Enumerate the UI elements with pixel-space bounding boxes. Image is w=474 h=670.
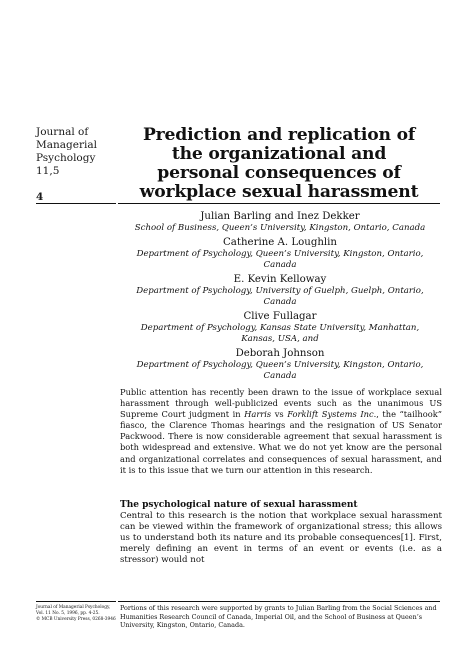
title-line: personal consequences of — [157, 163, 401, 183]
title-line: the organizational and — [171, 144, 387, 164]
footer-divider — [36, 601, 116, 602]
citation-line: Journal of Managerial Psychology, — [36, 605, 111, 610]
abstract-text: Public attention has recently been drawn to the issue of workplace sexual harassment through well-publicized events such as the unanimous US Supreme Court judgment in — [120, 387, 442, 420]
abstract-text: vs — [271, 409, 288, 420]
citation-line: Vol. 11 No. 5, 1996, pp. 4-25. — [36, 610, 100, 616]
section-heading: The psychological nature of sexual harassment — [120, 500, 358, 510]
footer-divider — [118, 601, 440, 602]
author-list — [120, 208, 440, 382]
journal-info — [36, 126, 116, 204]
author-name: Catherine A. Loughlin — [223, 237, 337, 248]
author-name: E. Kevin Kelloway — [233, 274, 327, 285]
case-name: Forklift Systems Inc — [287, 409, 374, 420]
affiliation-line: Department of Psychology, Queen’s University, Kingston, Ontario, — [136, 249, 424, 259]
page-number: 4 — [36, 191, 44, 203]
author-affiliation — [126, 323, 434, 345]
title-line: workplace sexual harassment — [139, 182, 419, 202]
affiliation-line: Kansas, USA, and — [241, 334, 319, 344]
journal-name-line: Psychology — [36, 152, 96, 164]
journal-name-line: Journal of — [36, 126, 89, 138]
abstract-paragraph — [120, 387, 442, 476]
citation-line: © MCB University Press, 0268-3946 — [36, 616, 116, 622]
author-name: Deborah Johnson — [235, 348, 325, 359]
paper-title — [120, 126, 438, 202]
journal-divider — [36, 203, 116, 204]
journal-volume: 11,5 — [36, 165, 60, 177]
title-divider — [118, 203, 440, 204]
affiliation-line: Canada — [263, 260, 297, 270]
affiliation-line: Canada — [263, 371, 297, 381]
case-name: Harris — [244, 409, 272, 420]
funding-note: Portions of this research were supported by grants to Julian Barling from the Social Sciences and Humanities Research Council of Canada, Imperial Oil, and the School of Business at Queen’s University, Kingston, Ontario, Canada. — [120, 604, 437, 630]
affiliation-line: Department of Psychology, University of Guelph, Guelph, Ontario, — [136, 286, 424, 296]
author-name: Clive Fullagar — [243, 311, 317, 322]
abstract-text: ., the “tailhook” fiasco, the Clarence Thomas hearings and the resignation of US Senator Packwood. There is now considerable agreement that sexual harassment is both widespread and extensive. What we do not yet know are the personal and organizational correlates and consequences of sexual harassment, and it is to this issue that we turn our attention in this research. — [120, 409, 442, 475]
author-affiliation — [126, 360, 434, 382]
author-affiliation — [126, 223, 434, 234]
title-line: Prediction and replication of — [142, 125, 416, 145]
affiliation-line: Canada — [263, 297, 297, 307]
body-paragraph: Central to this research is the notion that workplace sexual harassment can be viewed within the framework of organizational stress; this allows us to understand both its nature and its probable consequences[1]. First, merely defining an event in terms of an event or events (i.e. as a stressor) would not — [120, 511, 442, 566]
journal-citation — [36, 605, 118, 622]
affiliation-line: School of Business, Queen’s University, Kingston, Ontario, Canada — [134, 223, 426, 233]
author-name: Julian Barling and Inez Dekker — [200, 211, 360, 222]
affiliation-line: Department of Psychology, Kansas State University, Manhattan, — [140, 323, 420, 333]
author-affiliation — [126, 286, 434, 308]
journal-name-line: Managerial — [36, 139, 97, 151]
affiliation-line: Department of Psychology, Queen’s University, Kingston, Ontario, — [136, 360, 424, 370]
author-affiliation — [126, 249, 434, 271]
